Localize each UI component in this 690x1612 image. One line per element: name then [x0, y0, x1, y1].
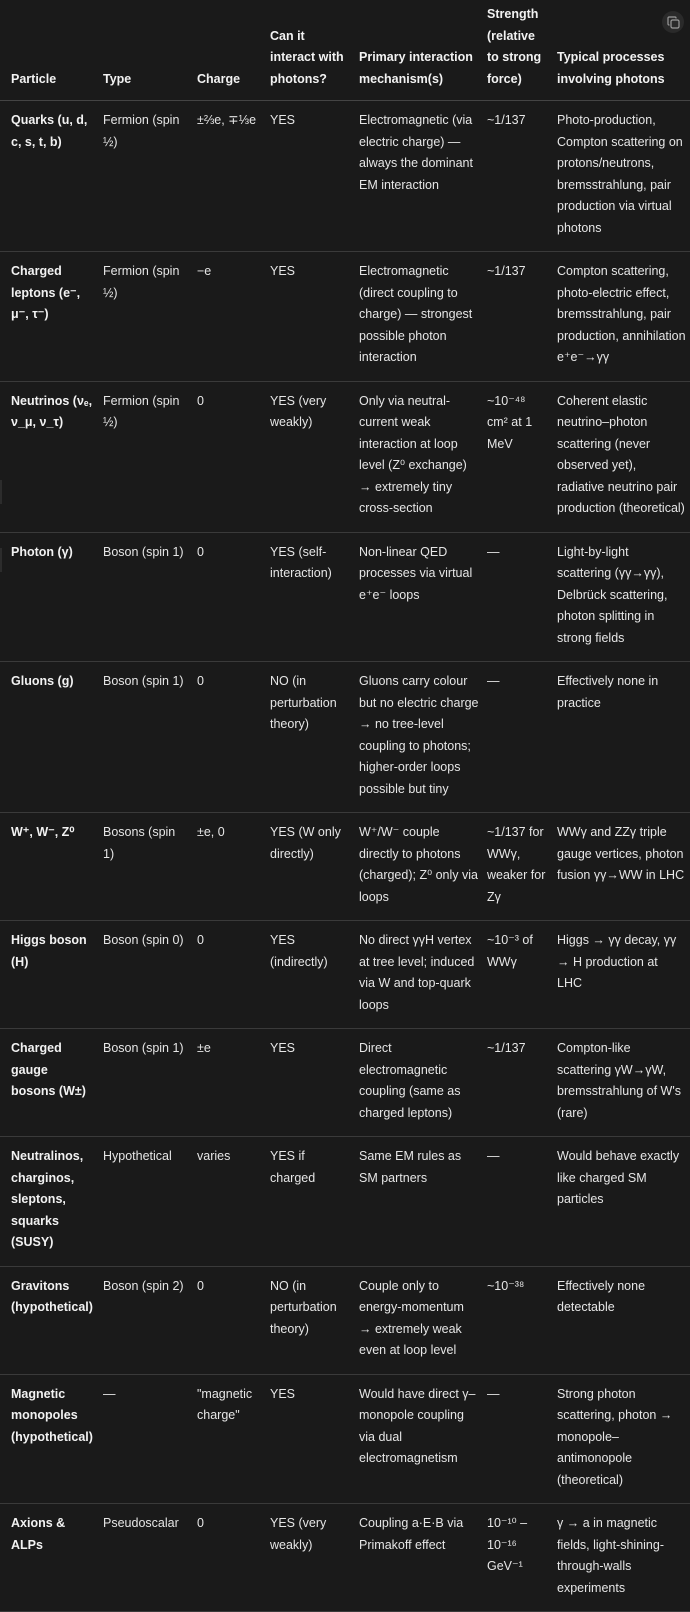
- cell-processes: Photo-production, Compton scattering on protons/neutrons, bremsstrahlung, pair production via virtual photons: [553, 101, 690, 252]
- cell-particle: Charged gauge bosons (W±): [0, 1029, 99, 1137]
- cell-type: Bosons (spin 1): [99, 813, 193, 921]
- cell-strength: ~1/137: [483, 252, 553, 382]
- cell-particle: Quarks (u, d, c, s, t, b): [0, 101, 99, 252]
- cell-type: Boson (spin 1): [99, 532, 193, 662]
- cell-processes: Compton-like scattering γW→γW, bremsstrahlung of W's (rare): [553, 1029, 690, 1137]
- cell-strength: —: [483, 1374, 553, 1504]
- cell-mechanism: Direct electromagnetic coupling (same as charged leptons): [355, 1029, 483, 1137]
- cell-strength: ~1/137 for WWγ, weaker for Zγ: [483, 813, 553, 921]
- cell-type: —: [99, 1374, 193, 1504]
- cell-processes: Light-by-light scattering (γγ→γγ), Delbrück scattering, photon splitting in strong fields: [553, 532, 690, 662]
- header-processes: Typical processes involving photons: [553, 0, 690, 101]
- cell-charge: 0: [193, 1266, 266, 1374]
- cell-mechanism: Only via neutral-current weak interaction at loop level (Z⁰ exchange) → extremely tiny cross-section: [355, 381, 483, 532]
- cell-strength: ~10⁻³⁸: [483, 1266, 553, 1374]
- cell-can-interact: YES if charged: [266, 1137, 355, 1267]
- cell-mechanism: Non-linear QED processes via virtual e⁺e⁻ loops: [355, 532, 483, 662]
- cell-processes: Higgs → γγ decay, γγ → H production at LHC: [553, 921, 690, 1029]
- cell-strength: ~1/137: [483, 101, 553, 252]
- cell-charge: varies: [193, 1137, 266, 1267]
- cell-strength: 10⁻¹⁰ – 10⁻¹⁶ GeV⁻¹: [483, 1504, 553, 1612]
- copy-icon: [667, 16, 680, 29]
- cell-type: Boson (spin 0): [99, 921, 193, 1029]
- table-row: [0, 1029, 690, 1137]
- cell-charge: "magnetic charge": [193, 1374, 266, 1504]
- table-body: [0, 101, 690, 1612]
- cell-can-interact: YES (self-interaction): [266, 532, 355, 662]
- cell-strength: —: [483, 532, 553, 662]
- table-row: [0, 662, 690, 813]
- cell-charge: ±e, 0: [193, 813, 266, 921]
- cell-charge: 0: [193, 381, 266, 532]
- cell-particle: Magnetic monopoles (hypothetical): [0, 1374, 99, 1504]
- cell-can-interact: YES (very weakly): [266, 381, 355, 532]
- cell-can-interact: YES (indirectly): [266, 921, 355, 1029]
- cell-processes: Strong photon scattering, photon → monopole–antimonopole (theoretical): [553, 1374, 690, 1504]
- cell-charge: 0: [193, 532, 266, 662]
- header-particle: Particle: [0, 0, 99, 101]
- cell-particle: Gluons (g): [0, 662, 99, 813]
- cell-particle: Neutrinos (νₑ, ν_μ, ν_τ): [0, 381, 99, 532]
- cell-particle: Photon (γ): [0, 532, 99, 662]
- cell-mechanism: W⁺/W⁻ couple directly to photons (charged); Z⁰ only via loops: [355, 813, 483, 921]
- cell-type: Pseudoscalar: [99, 1504, 193, 1612]
- cell-strength: —: [483, 662, 553, 813]
- cell-particle: Axions & ALPs: [0, 1504, 99, 1612]
- cell-mechanism: Coupling a·E·B via Primakoff effect: [355, 1504, 483, 1612]
- cell-charge: ±e: [193, 1029, 266, 1137]
- cell-strength: ~10⁻³ of WWγ: [483, 921, 553, 1029]
- cell-mechanism: No direct γγH vertex at tree level; induced via W and top-quark loops: [355, 921, 483, 1029]
- table-row: [0, 101, 690, 252]
- table-row: [0, 1266, 690, 1374]
- header-strength: Strength (relative to strong force): [483, 0, 553, 101]
- cell-mechanism: Gluons carry colour but no electric charge → no tree-level coupling to photons; higher-order loops possible but tiny: [355, 662, 483, 813]
- cell-particle: Higgs boson (H): [0, 921, 99, 1029]
- cell-mechanism: Electromagnetic (via electric charge) — always the dominant EM interaction: [355, 101, 483, 252]
- cell-strength: ~1/137: [483, 1029, 553, 1137]
- cell-processes: Effectively none in practice: [553, 662, 690, 813]
- header-row: [0, 0, 690, 101]
- cell-type: Hypothetical: [99, 1137, 193, 1267]
- cell-type: Boson (spin 1): [99, 1029, 193, 1137]
- table-row: [0, 381, 690, 532]
- table-row: [0, 1137, 690, 1267]
- cell-can-interact: YES: [266, 101, 355, 252]
- cell-processes: Would behave exactly like charged SM particles: [553, 1137, 690, 1267]
- cell-type: Fermion (spin ½): [99, 381, 193, 532]
- cell-can-interact: NO (in perturbation theory): [266, 1266, 355, 1374]
- cell-charge: −e: [193, 252, 266, 382]
- cell-can-interact: YES (W only directly): [266, 813, 355, 921]
- cell-mechanism: Would have direct γ–monopole coupling via dual electromagnetism: [355, 1374, 483, 1504]
- cell-type: Fermion (spin ½): [99, 101, 193, 252]
- header-can-interact: Can it interact with photons?: [266, 0, 355, 101]
- header-charge: Charge: [193, 0, 266, 101]
- cell-charge: 0: [193, 1504, 266, 1612]
- table-row: [0, 921, 690, 1029]
- header-mechanism: Primary interaction mechanism(s): [355, 0, 483, 101]
- cell-particle: Neutralinos, charginos, sleptons, squarks (SUSY): [0, 1137, 99, 1267]
- cell-can-interact: YES: [266, 252, 355, 382]
- table-row: [0, 252, 690, 382]
- cell-processes: WWγ and ZZγ triple gauge vertices, photon fusion γγ→WW in LHC: [553, 813, 690, 921]
- cell-type: Fermion (spin ½): [99, 252, 193, 382]
- table-row: [0, 1374, 690, 1504]
- cell-particle: W⁺, W⁻, Z⁰: [0, 813, 99, 921]
- cell-charge: 0: [193, 921, 266, 1029]
- cell-strength: —: [483, 1137, 553, 1267]
- cell-can-interact: YES: [266, 1374, 355, 1504]
- table-row: [0, 532, 690, 662]
- cell-particle: Charged leptons (e⁻, μ⁻, τ⁻): [0, 252, 99, 382]
- table-row: [0, 1504, 690, 1612]
- header-type: Type: [99, 0, 193, 101]
- cell-particle: Gravitons (hypothetical): [0, 1266, 99, 1374]
- cell-type: Boson (spin 1): [99, 662, 193, 813]
- table-row: [0, 813, 690, 921]
- cell-mechanism: Couple only to energy-momentum → extremely weak even at loop level: [355, 1266, 483, 1374]
- cell-mechanism: Same EM rules as SM partners: [355, 1137, 483, 1267]
- cell-charge: ±⅔e, ∓⅓e: [193, 101, 266, 252]
- cell-mechanism: Electromagnetic (direct coupling to charge) — strongest possible photon interaction: [355, 252, 483, 382]
- cell-processes: Effectively none detectable: [553, 1266, 690, 1374]
- cell-charge: 0: [193, 662, 266, 813]
- cell-type: Boson (spin 2): [99, 1266, 193, 1374]
- copy-table-button[interactable]: [662, 11, 684, 33]
- cell-can-interact: NO (in perturbation theory): [266, 662, 355, 813]
- cell-processes: γ → a in magnetic fields, light-shining-through-walls experiments: [553, 1504, 690, 1612]
- cell-strength: ~10⁻⁴⁸ cm² at 1 MeV: [483, 381, 553, 532]
- table-header: [0, 0, 690, 101]
- cell-can-interact: YES: [266, 1029, 355, 1137]
- cell-can-interact: YES (very weakly): [266, 1504, 355, 1612]
- cell-processes: Compton scattering, photo-electric effect, bremsstrahlung, pair production, annihilation e⁺e⁻→γγ: [553, 252, 690, 382]
- cell-processes: Coherent elastic neutrino–photon scattering (never observed yet), radiative neutrino pair production (theoretical): [553, 381, 690, 532]
